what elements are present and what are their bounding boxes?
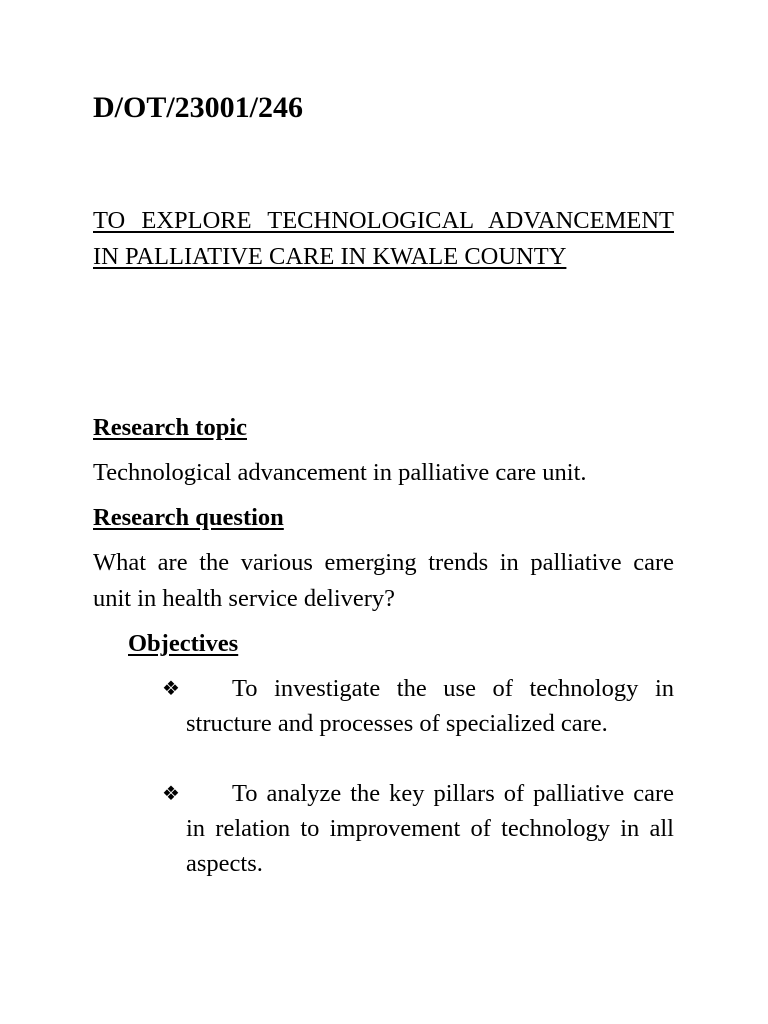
research-topic-text: Technological advancement in palliative care unit. bbox=[93, 459, 587, 486]
objective-text: To investigate the use of technology in structure and processes of specialized care. bbox=[186, 675, 674, 737]
objectives-heading: Objectives bbox=[128, 630, 239, 657]
diamond-bullet-icon: ❖ bbox=[162, 676, 180, 700]
objective-text: To analyze the key pillars of palliative care in relation to improvement of technology in all aspects. bbox=[186, 780, 674, 877]
objective-item bbox=[162, 671, 674, 741]
document-title: TO EXPLORE TECHNOLOGICAL ADVANCEMENT IN PALLIATIVE CARE IN KWALE COUNTY bbox=[93, 207, 674, 270]
document-code: D/OT/23001/246 bbox=[93, 91, 304, 124]
diamond-bullet-icon: ❖ bbox=[162, 781, 180, 805]
objective-item bbox=[162, 776, 674, 881]
research-question-heading: Research question bbox=[93, 504, 284, 531]
research-question-text: What are the various emerging trends in palliative care unit in health service delivery? bbox=[93, 549, 674, 612]
research-topic-heading: Research topic bbox=[93, 414, 247, 441]
